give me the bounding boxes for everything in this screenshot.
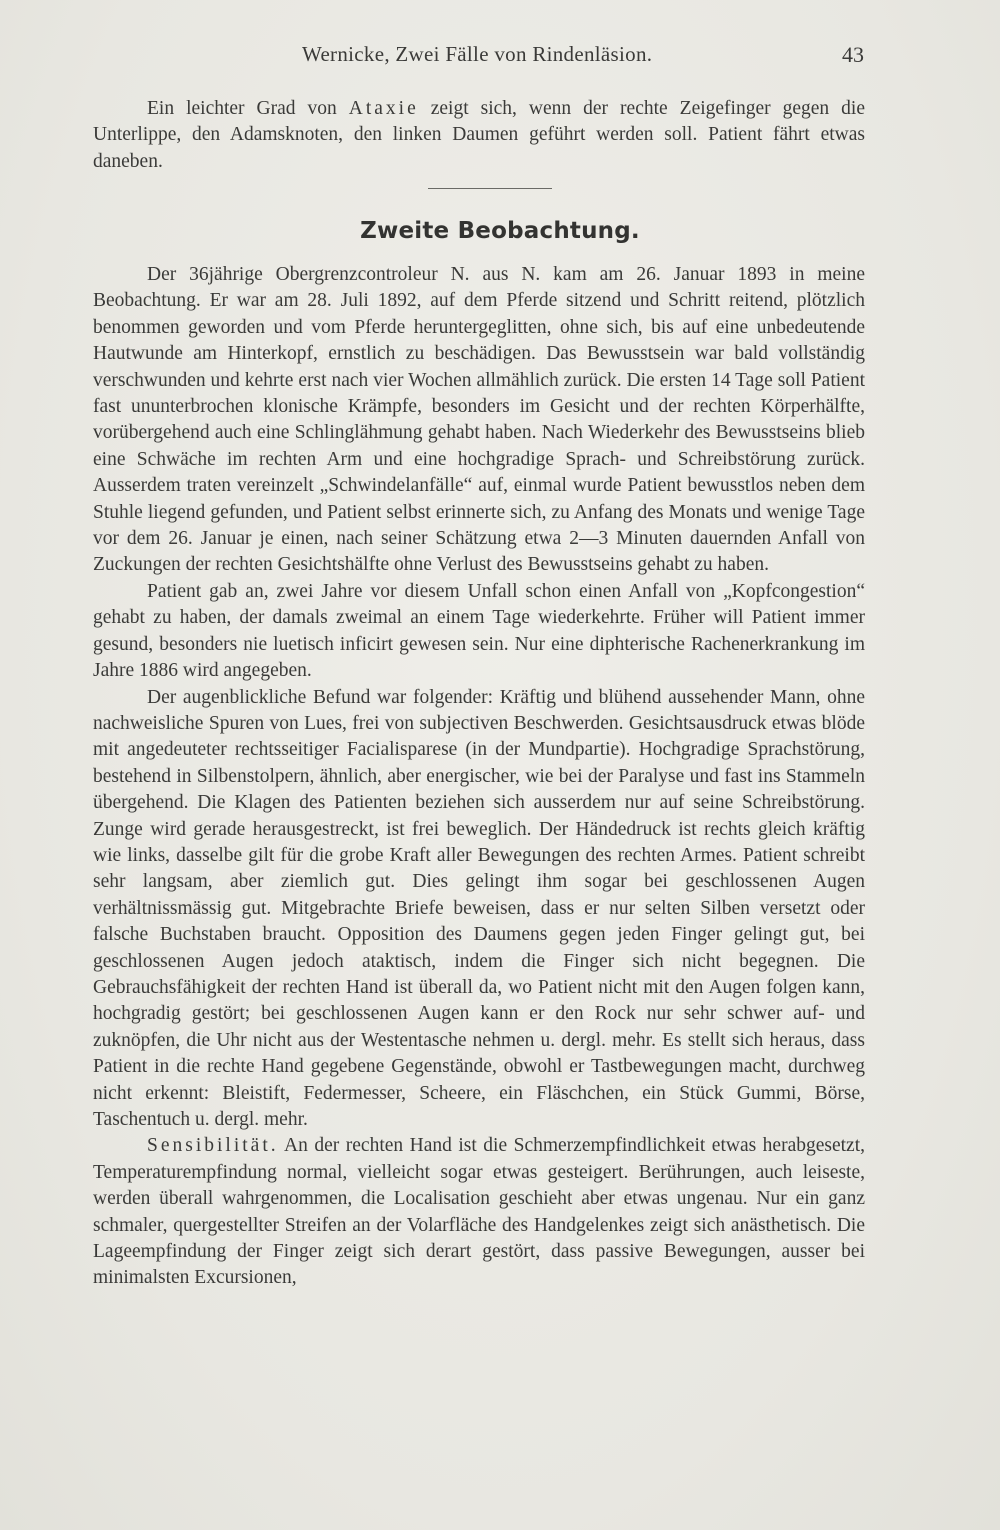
running-title: Wernicke, Zwei Fälle von Rindenläsion. xyxy=(302,42,653,66)
sensibility-rest: An der rechten Hand ist die Schmerzempfindlichkeit etwas herabgesetzt, Temperaturempfindung normal, vielleicht sogar etwas gesteigert. Berührungen, auch leiseste, werden überall wahrgenommen, die Localisation geschieht aber etwas ungenau. Nur ein ganz schmaler, quergestellter Streifen an der Volarfläche des Handgelenkes zeigt sich anästhetisch. Die Lageempfindung der Finger zeigt sich derart gestört, dass passive Bewegungen, ausser bei minimalsten Excursionen, xyxy=(93,1135,865,1289)
paragraph-case-history: Der 36jährige Obergrenzcontroleur N. aus N. kam am 26. Januar 1893 in meine Beobachtung. Er war am 28. Juli 1892, auf dem Pferde sitzend und Schritt reitend, plötzlich benommen geworden und vom Pferde heruntergeglitten, ohne sich, bis auf eine unbedeutende Hautwunde am Hinterkopf, ernstlich zu beschädigen. Das Bewusstsein war bald vollständig verschwunden und kehrte erst nach vier Wochen allmählich zurück. Die ersten 14 Tage soll Patient fast ununterbrochen klonische Krämpfe, besonders im Gesicht und der rechten Körperhälfte, vorübergehend auch eine Schlinglähmung gehabt haben. Nach Wiederkehr des Bewusstseins blieb eine Schwäche im rechten Arm und eine hochgradige Sprach- und Schreibstörung zurück. Ausserdem traten vereinzelt „Schwindelanfälle“ auf, einmal wurde Patient bewusstlos neben dem Stuhle liegend gefunden, und Patient selbst erinnerte sich, zu Anfang des Monats und wenige Tage vor dem 26. Januar je einen, nach seiner Schätzung etwa 2—3 Minuten dauernden Anfall von Zuckungen der rechten Gesichtshälfte ohne Verlust des Bewusstseins gehabt zu haben. xyxy=(93,264,865,576)
term-ataxie: Ataxie xyxy=(348,98,419,119)
main-text xyxy=(93,262,865,1292)
intro-lead: Ein leichter Grad von xyxy=(147,98,349,119)
term-sensibilitaet: Sensibilität. xyxy=(147,1135,279,1157)
page-number: 43 xyxy=(842,42,864,67)
paragraph-anamnesis: Patient gab an, zwei Jahre vor diesem Unfall schon einen Anfall von „Kopfcongestion“ gehabt zu haben, der damals zweimal an einem Tage wiederkehrte. Früher will Patient immer gesund, besonders nie luetisch inficirt gewesen sein. Nur eine diphterische Rachenerkrankung im Jahre 1886 wird angegeben. xyxy=(93,580,865,682)
paragraph-findings: Der augenblickliche Befund war folgender: Kräftig und blühend aussehender Mann, ohne nachweisliche Spuren von Lues, frei von subjectiven Beschwerden. Gesichtsausdruck etwas blöde mit angedeuteter rechtsseitiger Facialisparese (in der Mundpartie). Hochgradige Sprachstörung, bestehend in Silbenstolpern, ähnlich, aber energischer, wie bei der Paralyse und fast ins Stammeln übergehend. Die Klagen des Patienten beziehen sich ausserdem nur auf seine Schreibstörung. Zunge wird gerade herausgestreckt, ist frei beweglich. Der Händedruck ist rechts gleich kräftig wie links, dasselbe gilt für die grobe Kraft aller Bewegungen des rechten Armes. Patient schreibt sehr langsam, aber ziemlich gut. Dies gelingt ihm sogar bei geschlossenen Augen verhältnissmässig gut. Mitgebrachte Briefe beweisen, dass er nur selten Silben versetzt oder falsche Buchstaben braucht. Opposition des Daumens gegen jeden Finger gelingt gut, bei geschlossenen Augen jedoch ataktisch, indem die Finger sich nicht begegnen. Die Gebrauchsfähigkeit der rechten Hand ist überall da, wo Patient nicht mit den Augen folgen kann, hochgradig gestört; bei geschlossenen Augen kann er den Rock nur sehr schwer auf- und zuknöpfen, die Uhr nicht aus der Westentasche nehmen u. dergl. mehr. Es stellt sich heraus, dass Patient in die rechte Hand gegebene Gegenstände, obwohl er Tastbewegungen macht, durchweg nicht erkennt: Bleistift, Federmesser, Scheere, ein Fläschchen, ein Stück Gummi, Börse, Taschentuch u. dergl. mehr. xyxy=(93,686,865,1130)
intro-paragraph xyxy=(93,96,865,175)
page-header xyxy=(0,42,1000,72)
paragraph-sensibility xyxy=(93,1133,865,1291)
section-heading: Zweite Beobachtung. xyxy=(360,218,640,244)
intro-text xyxy=(93,96,865,175)
intro-rest: zeigt sich, wenn der rechte Zeigefinger gegen die Unterlippe, den Adamsknoten, den linken Daumen geführt werden soll. Patient fährt etwas daneben. xyxy=(93,98,865,172)
section-divider xyxy=(428,188,552,189)
